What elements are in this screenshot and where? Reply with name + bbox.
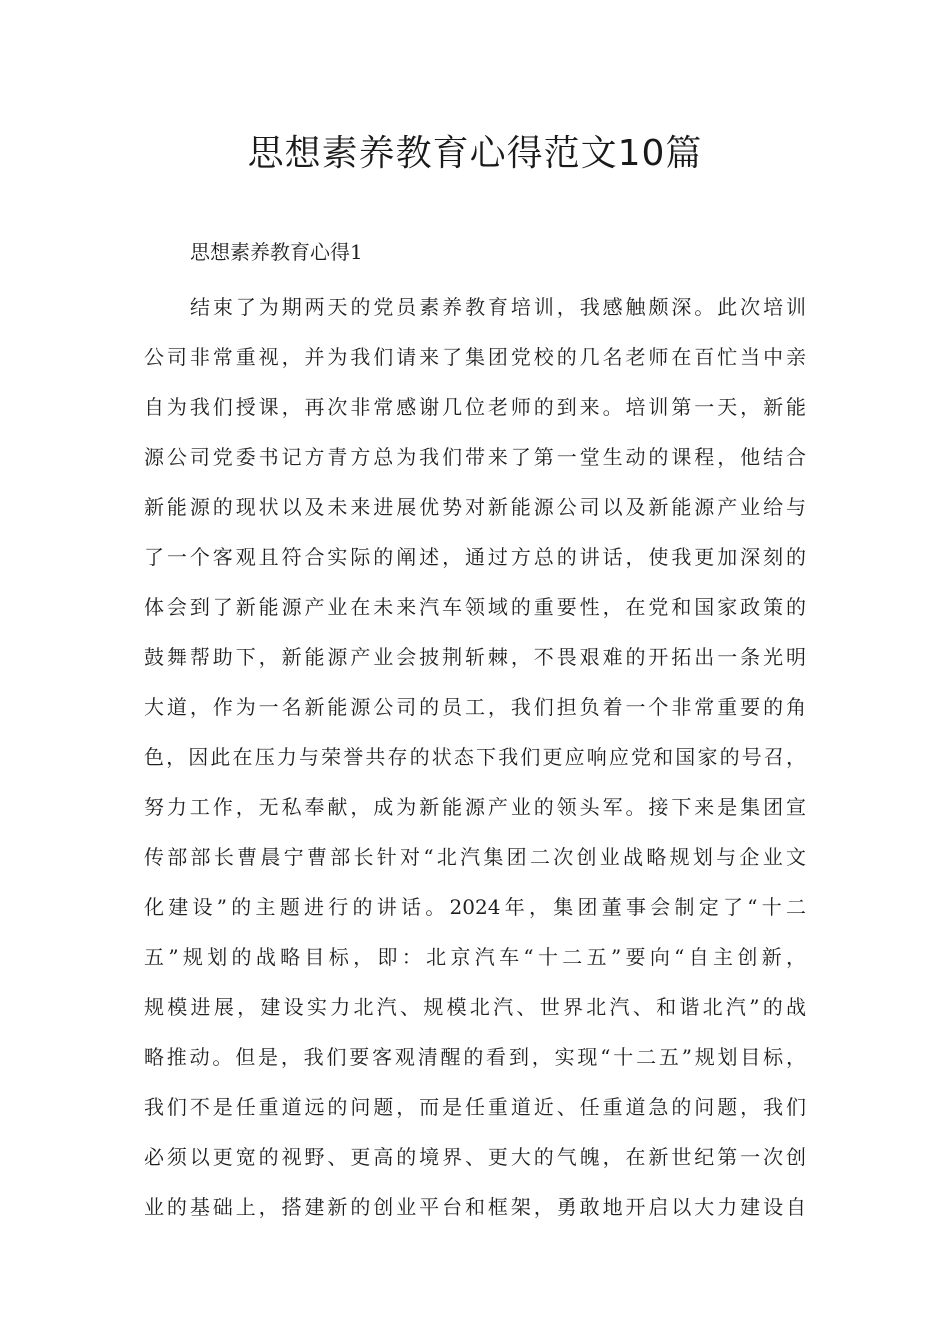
paragraph-line: 传部部长曹晨宁曹部长针对“北汽集团二次创业战略规划与企业文 <box>144 845 806 869</box>
paragraph-line: 公司非常重视，并为我们请来了集团党校的几名老师在百忙当中亲 <box>144 345 806 369</box>
paragraph-line: 五”规划的战略目标，即：北京汽车“十二五”要向“自主创新， <box>144 945 806 969</box>
paragraph-line: 鼓舞帮助下，新能源产业会披荆斩棘，不畏艰难的开拓出一条光明 <box>144 645 806 669</box>
paragraph-line: 业的基础上，搭建新的创业平台和框架，勇敢地开启以大力建设自 <box>144 1195 806 1219</box>
body-paragraph <box>144 282 806 1232</box>
paragraph-line: 结束了为期两天的党员素养教育培训，我感触颇深。此次培训 <box>190 295 806 319</box>
paragraph-line: 新能源的现状以及未来进展优势对新能源公司以及新能源产业给与 <box>144 495 806 519</box>
paragraph-line: 略推动。但是，我们要客观清醒的看到，实现“十二五”规划目标， <box>144 1045 806 1069</box>
paragraph-line: 色，因此在压力与荣誉共存的状态下我们更应响应党和国家的号召， <box>144 745 806 769</box>
paragraph-line: 规模进展，建设实力北汽、规模北汽、世界北汽、和谐北汽”的战 <box>144 995 806 1019</box>
paragraph-line: 源公司党委书记方青方总为我们带来了第一堂生动的课程，他结合 <box>144 445 806 469</box>
paragraph-line: 化建设”的主题进行的讲话。2024年，集团董事会制定了“十二 <box>144 895 806 919</box>
paragraph-line: 了一个客观且符合实际的阐述，通过方总的讲话，使我更加深刻的 <box>144 545 806 569</box>
paragraph-line: 大道，作为一名新能源公司的员工，我们担负着一个非常重要的角 <box>144 695 806 719</box>
paragraph-line: 努力工作，无私奉献，成为新能源产业的领头军。接下来是集团宣 <box>144 795 806 819</box>
paragraph-line: 我们不是任重道远的问题，而是任重道近、任重道急的问题，我们 <box>144 1095 806 1119</box>
paragraph-line: 必须以更宽的视野、更高的境界、更大的气魄，在新世纪第一次创 <box>144 1145 806 1169</box>
section-heading: 思想素养教育心得1 <box>190 240 363 264</box>
document-title: 思想素养教育心得范文10篇 <box>247 133 703 174</box>
paragraph-line: 体会到了新能源产业在未来汽车领域的重要性，在党和国家政策的 <box>144 595 806 619</box>
paragraph-line: 自为我们授课，再次非常感谢几位老师的到来。培训第一天，新能 <box>144 395 806 419</box>
